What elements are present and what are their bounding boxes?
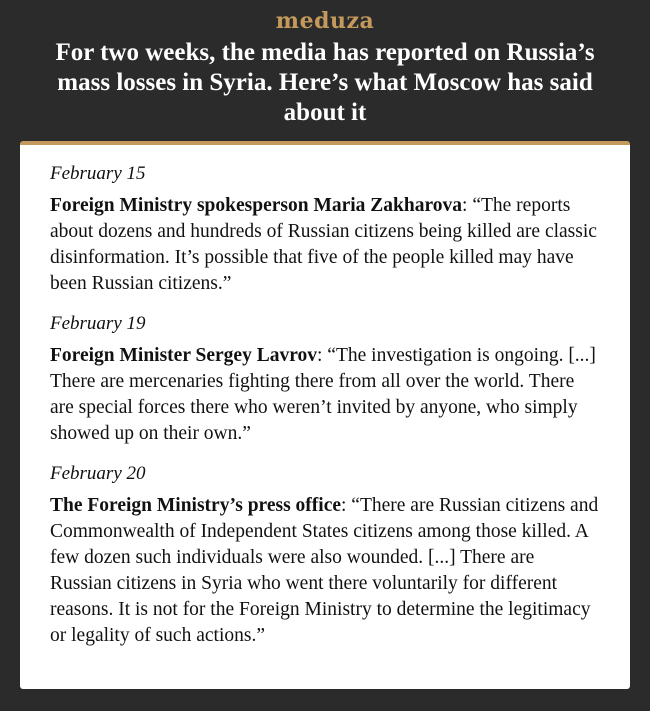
statement-speaker: Foreign Ministry spokesperson Maria Zakharova <box>50 195 463 216</box>
statement-quote: : “The reports about dozens and hundreds of Russian citizens being killed are classic disinformation. It’s possible that five of the people killed may have been Russian citizens.” <box>50 195 597 294</box>
statement-entry <box>50 463 600 649</box>
statement-entry <box>50 163 600 297</box>
statement-date: February 19 <box>50 313 146 334</box>
statements-card <box>20 141 630 689</box>
statement-speaker: Foreign Minister Sergey Lavrov <box>50 345 318 366</box>
statement-text <box>50 493 600 649</box>
page-title: For two weeks, the media has reported on Russia’s mass losses in Syria. Here’s what Moscow has said about it <box>55 39 595 126</box>
statement-entry <box>50 313 600 447</box>
statement-date: February 15 <box>50 163 146 184</box>
meduza-logo: meduza <box>275 8 375 34</box>
statement-quote: : “There are Russian citizens and Commonwealth of Independent States citizens among those killed. A few dozen such individuals were also wounded. [...] There are Russian citizens in Syria who went there voluntarily for different reasons. It is not for the Foreign Ministry to determine the legitimacy or legality of such actions.” <box>50 495 599 646</box>
statement-text <box>50 343 600 447</box>
statement-date: February 20 <box>50 463 146 484</box>
statement-speaker: The Foreign Ministry’s press office <box>50 495 342 516</box>
statement-quote: : “The investigation is ongoing. [...] There are mercenaries fighting there from all over the world. There are special forces there who weren’t invited by anyone, who simply showed up on their own.” <box>50 345 596 444</box>
statement-text <box>50 193 600 297</box>
